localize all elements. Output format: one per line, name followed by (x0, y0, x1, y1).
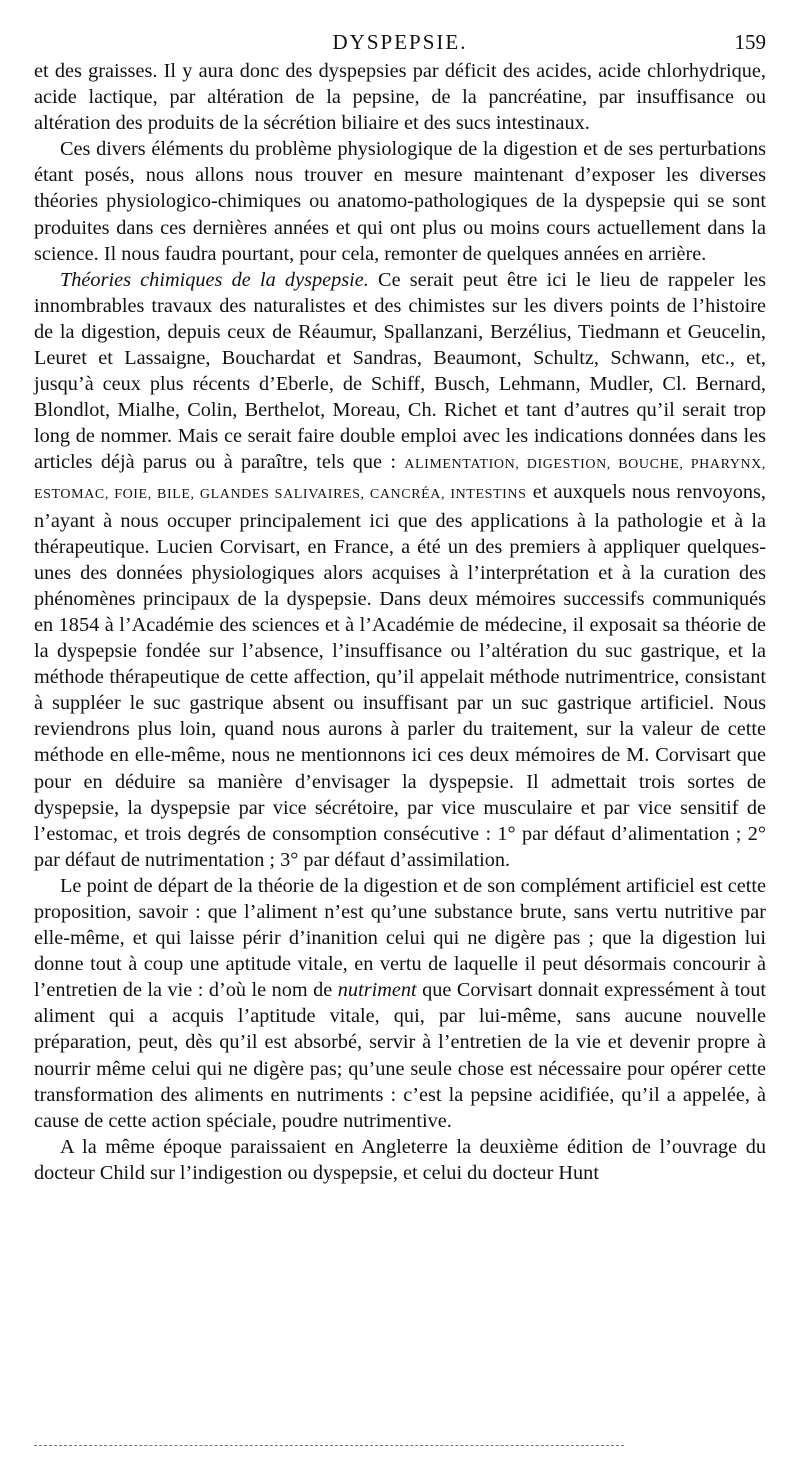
paragraph-text: et des graisses. Il y aura donc des dyspepsies par déficit des acides, acide chlorhydrique, acide lactique, par altération de la pepsine, de la pancréatine, par insuffisance ou altération des produits de la sécrétion biliaire et des sucs intestinaux. (34, 60, 766, 135)
page (34, 22, 766, 1186)
paragraph-text: A la même époque paraissaient en Angleterre la deuxième édition de l’ouvrage du docteur Child sur l’indigestion ou dyspepsie, et celui du docteur Hunt (34, 1135, 766, 1184)
paragraph-5 (34, 1134, 766, 1186)
cross-reference-smallcaps: ALIMENTATION, DIGESTION, BOUCHE, PHARYNX, ESTOMAC, FOIE, BILE, GLANDES SALIVAIRES, CANCRÉA, INTESTINS (34, 457, 766, 502)
section-heading-italic: Théories chimiques de la dyspepsie. (60, 268, 369, 291)
paragraph-text: Ce serait peut être ici le lieu de rappeler les innombrables travaux des naturalistes et des chimistes sur les divers points de l’histoire de la digestion, depuis ceux de Réaumur, Spallanzani, Berzélius, Tiedmann et Geucelin, Leuret et Lassaigne, Bouchardat et Sandras, Beaumont, Schultz, Schwann, etc., et, jusqu’à ceux plus récents d’Eberle, de Schiff, Busch, Lehmann, Mudler, Cl. Bernard, Blondlot, Mialhe, Colin, Berthelot, Moreau, Ch. Richet et tant d’autres qu’il serait trop long de nommer. Mais ce serait faire double emploi avec les indications données dans les articles déjà parus ou à paraître, tels que : (34, 268, 766, 474)
italic-term: nutriment (337, 979, 417, 1002)
paragraph-text: Ces divers éléments du problème physiologique de la digestion et de ses perturbations étant posés, nous allons nous trouver en mesure maintenant d’exposer les diverses théories physiologico-chimiques ou anatomo-pathologiques de la dyspepsie qui se sont produites dans ces dernières années et qui ont plus ou moins cours actuellement dans la science. Il nous faudra pourtant, pour cela, remonter de quelques années en arrière. (34, 138, 766, 265)
paragraph-text: et auxquels nous renvoyons, n’ayant à nous occuper principalement ici que des applications à la pathologie et à la thérapeutique. Lucien Corvisart, en France, a été un des premiers à appliquer quelques-unes des données physiologiques alors acquises à l’interprétation et à la curation des phénomènes principaux de la dyspepsie. Dans deux mémoires successifs communiqués en 1854 à l’Académie des sciences et à l’Académie de médecine, il exposait sa théorie de la dyspepsie fondée sur l’absence, l’insuffisance ou l’altération du suc gastrique, et la méthode thérapeutique de cette affection, qu’il appelait méthode nutrimentrice, consistant à suppléer le suc gastrique absent ou insuffisant par un suc gastrique artificiel. Nous reviendrons plus loin, quand nous aurons à parler du traitement, sur la valeur de cette méthode en elle-même, nous ne mentionnons ici ces deux mémoires de M. Corvisart que pour en déduire sa manière d’envisager la dyspepsie. Il admettait trois sortes de dyspepsie, la dyspepsie par vice sécrétoire, par vice musculaire et par vice sensitif de l’estomac, et trois degrés de consomption consécutive : 1° par défaut d’alimentation ; 2° par défaut de nutrimentation ; 3° par défaut d’assimilation. (34, 480, 766, 871)
page-number: 159 (734, 30, 766, 54)
paragraph-3 (34, 267, 766, 873)
paragraph-2 (34, 136, 766, 266)
page-title: DYSPEPSIE. (332, 30, 468, 54)
paragraph-text: Le point de départ de la théorie de la digestion et de son complément artificiel est cette proposition, savoir : que l’aliment n’est qu’une substance brute, sans vertu nutritive par elle-même, et qui laisse périr d’inanition celui qui ne digère pas ; que la digestion lui donne tout à coup une aptitude vitale, en vertu de laquelle il peut désormais concourir à l’entretien de la vie : d’où le nom de (34, 874, 766, 1002)
paragraph-1 (34, 58, 766, 136)
paragraph-4 (34, 873, 766, 1134)
footer-rule (34, 1445, 624, 1446)
paragraph-text: que Corvisart donnait expressément à tout aliment qui a acquis l’aptitude vitale, qui, par lui-même, sans aucune nouvelle préparation, peut, dès qu’il est absorbé, servir à l’entretien de la vie et devenir propre à nourrir même celui qui ne digère pas; qu’une seule chose est nécessaire pour opérer cette transformation des aliments en nutriments : c’est la pepsine acidifiée, qu’il a appelée, à cause de cette action spéciale, poudre nutrimentive. (34, 979, 767, 1132)
running-head (34, 22, 766, 58)
